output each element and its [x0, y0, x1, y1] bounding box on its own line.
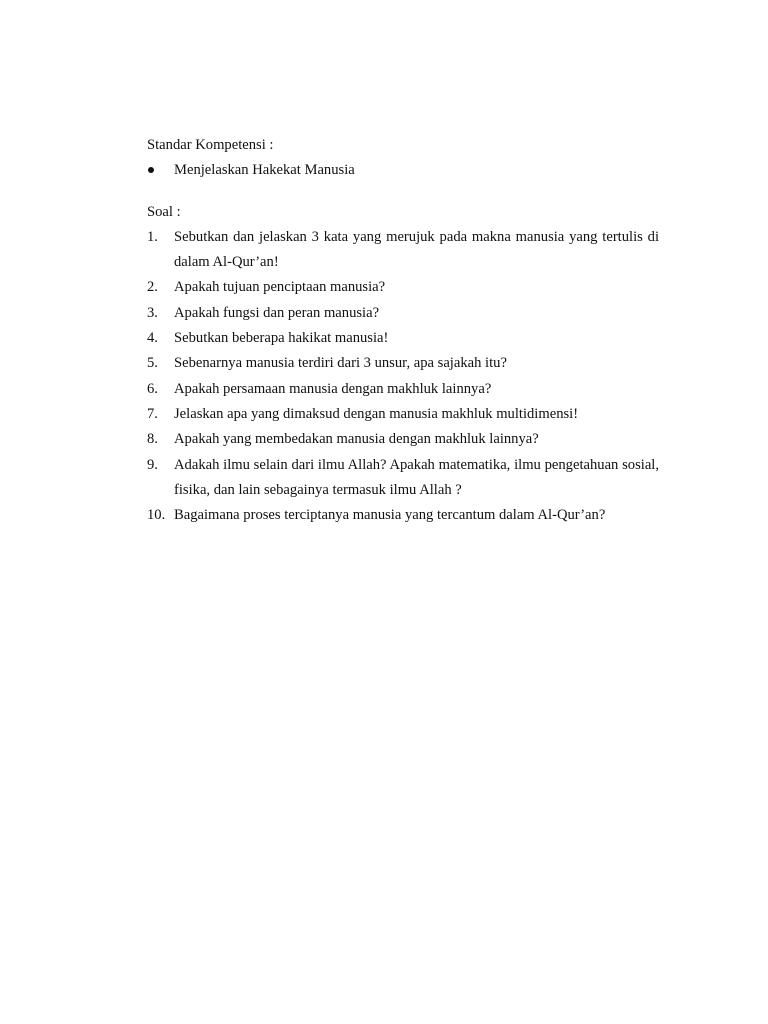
question-text: Apakah persamaan manusia dengan makhluk lainnya? [174, 380, 492, 397]
question-number: 7. [147, 405, 158, 422]
question-item-3 [147, 305, 659, 330]
question-text: Sebutkan dan jelaskan 3 kata yang merujuk pada makna manusia yang tertulis di dalam Al-Qur’an! [174, 228, 659, 271]
question-number: 8. [147, 431, 158, 448]
question-number: 3. [147, 304, 158, 321]
question-item-1 [147, 229, 659, 276]
question-item-10 [147, 507, 659, 532]
document-page [147, 137, 659, 532]
question-number: 6. [147, 380, 158, 397]
question-text: Apakah fungsi dan peran manusia? [174, 304, 380, 321]
question-text: Sebutkan beberapa hakikat manusia! [174, 330, 389, 347]
soal-heading: Soal : [147, 203, 181, 220]
question-text: Apakah tujuan penciptaan manusia? [174, 279, 386, 296]
question-item-5 [147, 355, 659, 380]
question-number: 4. [147, 330, 158, 347]
question-number: 1. [147, 228, 158, 245]
question-text: Apakah yang membedakan manusia dengan makhluk lainnya? [174, 431, 539, 448]
question-text: Adakah ilmu selain dari ilmu Allah? Apakah matematika, ilmu pengetahuan sosial, fisika, dan lain sebagainya termasuk ilmu Allah ? [174, 456, 659, 498]
question-number: 5. [147, 355, 158, 372]
standar-kompetensi-heading: Standar Kompetensi : [147, 137, 274, 153]
question-number: 10. [147, 507, 166, 524]
bullet-list-item [147, 162, 659, 187]
question-number: 9. [147, 456, 158, 473]
question-item-7 [147, 406, 659, 431]
question-item-2 [147, 279, 659, 304]
question-text: Jelaskan apa yang dimaksud dengan manusia makhluk multidimensi! [174, 405, 579, 422]
question-text: Bagaimana proses terciptanya manusia yang tercantum dalam Al-Qur’an? [174, 507, 606, 524]
question-item-9 [147, 457, 659, 504]
section-spacer [147, 188, 659, 204]
question-item-4 [147, 330, 659, 355]
question-number: 2. [147, 279, 158, 296]
question-item-6 [147, 381, 659, 406]
bullet-icon [147, 162, 174, 187]
question-text: Sebenarnya manusia terdiri dari 3 unsur, apa sajakah itu? [174, 355, 507, 372]
bullet-item-text: Menjelaskan Hakekat Manusia [174, 162, 355, 179]
